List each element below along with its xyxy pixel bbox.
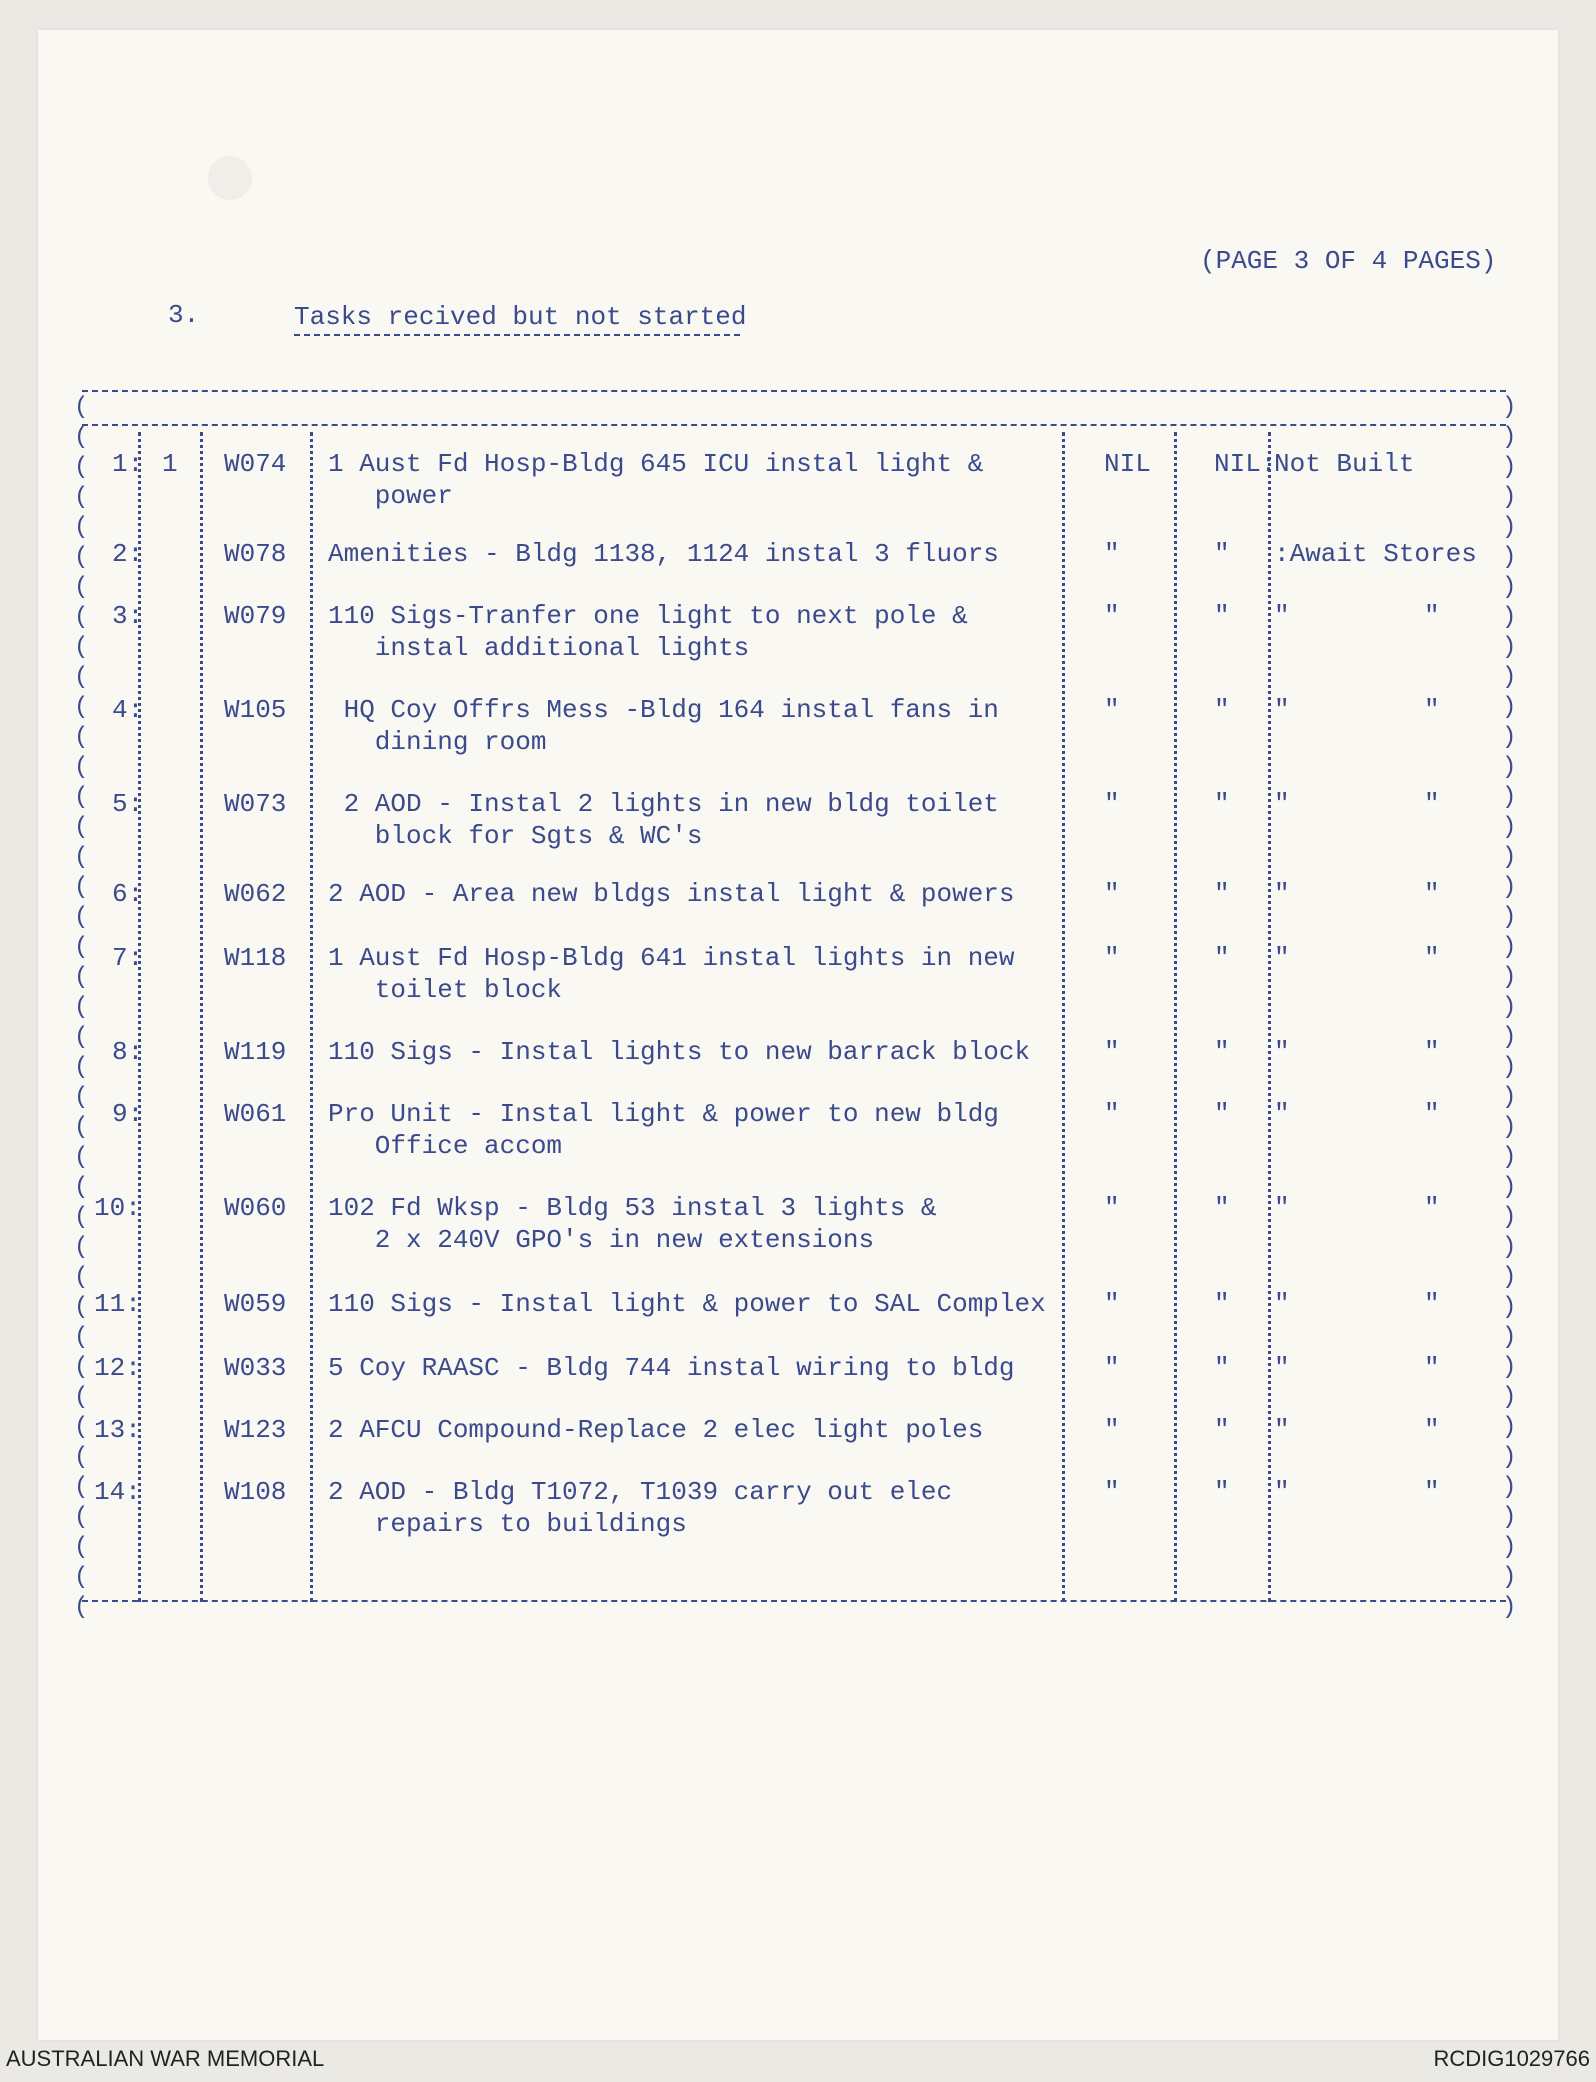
row-number: 10: <box>94 1193 141 1223</box>
status-col1: " <box>1104 1353 1120 1383</box>
status-col1: " <box>1104 695 1120 725</box>
row-number: 8: <box>112 1037 144 1067</box>
status-col3: " <box>1274 1099 1290 1129</box>
task-description: block for Sgts & WC's <box>328 821 703 851</box>
task-code: W078 <box>224 539 287 569</box>
right-bracket: ) <box>1502 1324 1517 1351</box>
table-header-rule <box>82 424 1506 426</box>
right-bracket: ) <box>1502 1534 1517 1561</box>
right-bracket: ) <box>1502 1264 1517 1291</box>
table-top-rule <box>82 390 1506 392</box>
task-description: repairs to buildings <box>328 1509 687 1539</box>
left-bracket: ( <box>74 964 89 991</box>
table-bottom-rule <box>82 1600 1506 1602</box>
row-number: 9: <box>112 1099 144 1129</box>
task-code: W059 <box>224 1289 287 1319</box>
right-bracket: ) <box>1502 1294 1517 1321</box>
task-description: 2 AFCU Compound-Replace 2 elec light poles <box>328 1415 984 1445</box>
status-col2: NIL: <box>1214 449 1277 479</box>
row-number: 3: <box>112 601 144 631</box>
status-col1: " <box>1104 1193 1120 1223</box>
status-col3: Not Built <box>1274 449 1415 479</box>
status-col2: " <box>1214 789 1230 819</box>
right-bracket: ) <box>1502 1444 1517 1471</box>
right-bracket: ) <box>1502 424 1517 451</box>
right-bracket: ) <box>1502 634 1517 661</box>
status-col1: " <box>1104 1289 1120 1319</box>
task-description: 110 Sigs - Instal lights to new barrack block <box>328 1037 1031 1067</box>
column-separator <box>1174 432 1177 1602</box>
status-col4: " <box>1424 1193 1440 1223</box>
row-number: 1: <box>112 449 144 479</box>
left-bracket: ( <box>74 664 89 691</box>
task-code: W033 <box>224 1353 287 1383</box>
task-table <box>74 390 1517 1621</box>
right-bracket: ) <box>1502 754 1517 781</box>
right-bracket: ) <box>1502 964 1517 991</box>
status-col2: " <box>1214 601 1230 631</box>
column-separator <box>310 432 313 1602</box>
status-col4: " <box>1424 1037 1440 1067</box>
left-bracket: ( <box>74 904 89 931</box>
left-bracket: ( <box>74 724 89 751</box>
status-col3: " <box>1274 943 1290 973</box>
task-description: 2 AOD - Bldg T1072, T1039 carry out elec <box>328 1477 953 1507</box>
status-col1: NIL <box>1104 449 1151 479</box>
right-bracket: ) <box>1502 1024 1517 1051</box>
column-separator <box>1062 432 1065 1602</box>
left-bracket: ( <box>74 1294 89 1321</box>
task-description: Amenities - Bldg 1138, 1124 instal 3 fluors <box>328 539 999 569</box>
right-bracket: ) <box>1502 394 1517 421</box>
status-col3: :Await Stores <box>1274 539 1477 569</box>
task-description: power <box>328 481 453 511</box>
left-bracket: ( <box>74 994 89 1021</box>
task-code: W118 <box>224 943 287 973</box>
task-description: 110 Sigs-Tranfer one light to next pole & <box>328 601 968 631</box>
row-number: 11: <box>94 1289 141 1319</box>
task-code: W119 <box>224 1037 287 1067</box>
status-col2: " <box>1214 1037 1230 1067</box>
heading-underline <box>294 334 740 336</box>
left-bracket: ( <box>74 484 89 511</box>
status-col1: " <box>1104 879 1120 909</box>
column-separator <box>200 432 203 1602</box>
row-number: 12: <box>94 1353 141 1383</box>
right-bracket: ) <box>1502 454 1517 481</box>
status-col4: " <box>1424 879 1440 909</box>
right-bracket: ) <box>1502 694 1517 721</box>
left-bracket: ( <box>74 1384 89 1411</box>
task-description: HQ Coy Offrs Mess -Bldg 164 instal fans in <box>328 695 999 725</box>
left-bracket: ( <box>74 1024 89 1051</box>
status-col4: " <box>1424 789 1440 819</box>
status-col2: " <box>1214 1415 1230 1445</box>
right-bracket: ) <box>1502 994 1517 1021</box>
left-bracket: ( <box>74 784 89 811</box>
right-bracket: ) <box>1502 1564 1517 1591</box>
status-col4: " <box>1424 601 1440 631</box>
status-col2: " <box>1214 695 1230 725</box>
status-col3: " <box>1274 1415 1290 1445</box>
task-code: W060 <box>224 1193 287 1223</box>
task-code: W073 <box>224 789 287 819</box>
status-col1: " <box>1104 601 1120 631</box>
status-col4: " <box>1424 1289 1440 1319</box>
status-col2: " <box>1214 1193 1230 1223</box>
status-col4: " <box>1424 695 1440 725</box>
right-bracket: ) <box>1502 1384 1517 1411</box>
right-bracket: ) <box>1502 1234 1517 1261</box>
left-bracket: ( <box>74 544 89 571</box>
left-bracket: ( <box>74 1594 89 1621</box>
row-number: 6: <box>112 879 144 909</box>
right-bracket: ) <box>1502 484 1517 511</box>
left-bracket: ( <box>74 604 89 631</box>
task-code: W061 <box>224 1099 287 1129</box>
task-description: toilet block <box>328 975 563 1005</box>
right-bracket: ) <box>1502 1054 1517 1081</box>
footer-archive-name: AUSTRALIAN WAR MEMORIAL <box>6 2046 325 2071</box>
status-col3: " <box>1274 879 1290 909</box>
task-code: W108 <box>224 1477 287 1507</box>
left-bracket: ( <box>74 874 89 901</box>
left-bracket: ( <box>74 574 89 601</box>
left-bracket: ( <box>74 1264 89 1291</box>
right-bracket: ) <box>1502 604 1517 631</box>
task-description: dining room <box>328 727 547 757</box>
status-col2: " <box>1214 1353 1230 1383</box>
right-bracket: ) <box>1502 574 1517 601</box>
right-bracket: ) <box>1502 1354 1517 1381</box>
footer-item-id: RCDIG1029766 <box>1433 2046 1590 2071</box>
status-col4: " <box>1424 1353 1440 1383</box>
left-bracket: ( <box>74 424 89 451</box>
task-code: W123 <box>224 1415 287 1445</box>
status-col3: " <box>1274 601 1290 631</box>
task-description: 2 AOD - Area new bldgs instal light & powers <box>328 879 1015 909</box>
row-number: 5: <box>112 789 144 819</box>
right-bracket: ) <box>1502 1594 1517 1621</box>
right-bracket: ) <box>1502 1204 1517 1231</box>
status-col1: " <box>1104 1415 1120 1445</box>
right-bracket: ) <box>1502 1504 1517 1531</box>
left-bracket: ( <box>74 1324 89 1351</box>
status-col2: " <box>1214 1477 1230 1507</box>
status-col1: " <box>1104 943 1120 973</box>
right-bracket: ) <box>1502 1174 1517 1201</box>
left-bracket: ( <box>74 1504 89 1531</box>
left-bracket: ( <box>74 1534 89 1561</box>
left-bracket: ( <box>74 1444 89 1471</box>
status-col3: " <box>1274 1193 1290 1223</box>
right-bracket: ) <box>1502 1114 1517 1141</box>
section-number: 3. <box>168 300 200 330</box>
left-bracket: ( <box>74 454 89 481</box>
status-col2: " <box>1214 1099 1230 1129</box>
right-bracket: ) <box>1502 544 1517 571</box>
status-col1: " <box>1104 539 1120 569</box>
left-bracket: ( <box>74 1084 89 1111</box>
page-indicator: (PAGE 3 OF 4 PAGES) <box>1200 246 1497 276</box>
status-col4: " <box>1424 1477 1440 1507</box>
left-bracket: ( <box>74 1204 89 1231</box>
status-col4: " <box>1424 1415 1440 1445</box>
row-number: 7: <box>112 943 144 973</box>
task-code: W062 <box>224 879 287 909</box>
row-number: 2: <box>112 539 144 569</box>
left-bracket: ( <box>74 634 89 661</box>
right-bracket: ) <box>1502 934 1517 961</box>
status-col2: " <box>1214 879 1230 909</box>
right-bracket: ) <box>1502 1414 1517 1441</box>
status-col1: " <box>1104 789 1120 819</box>
left-bracket: ( <box>74 814 89 841</box>
status-col3: " <box>1274 695 1290 725</box>
task-description: Office accom <box>328 1131 563 1161</box>
task-description: instal additional lights <box>328 633 750 663</box>
task-description: 5 Coy RAASC - Bldg 744 instal wiring to bldg <box>328 1353 1015 1383</box>
left-bracket: ( <box>74 1234 89 1261</box>
right-bracket: ) <box>1502 514 1517 541</box>
task-code: W079 <box>224 601 287 631</box>
status-col1: " <box>1104 1037 1120 1067</box>
paper-mark <box>208 156 252 200</box>
status-col3: " <box>1274 789 1290 819</box>
task-code: W105 <box>224 695 287 725</box>
left-bracket: ( <box>74 934 89 961</box>
task-code: W074 <box>224 449 287 479</box>
right-bracket: ) <box>1502 844 1517 871</box>
status-col1: " <box>1104 1477 1120 1507</box>
left-bracket: ( <box>74 394 89 421</box>
status-col2: " <box>1214 1289 1230 1319</box>
status-col3: " <box>1274 1353 1290 1383</box>
left-bracket: ( <box>74 754 89 781</box>
right-bracket: ) <box>1502 874 1517 901</box>
row-number: 4: <box>112 695 144 725</box>
left-bracket: ( <box>74 1474 89 1501</box>
row-number: 13: <box>94 1415 141 1445</box>
left-bracket: ( <box>74 694 89 721</box>
left-bracket: ( <box>74 1054 89 1081</box>
row-subnumber: 1 <box>162 449 178 479</box>
row-number: 14: <box>94 1477 141 1507</box>
right-bracket: ) <box>1502 1084 1517 1111</box>
left-bracket: ( <box>74 844 89 871</box>
left-bracket: ( <box>74 1564 89 1591</box>
status-col3: " <box>1274 1477 1290 1507</box>
task-description: 1 Aust Fd Hosp-Bldg 641 instal lights in new <box>328 943 1015 973</box>
left-bracket: ( <box>74 514 89 541</box>
task-description: 1 Aust Fd Hosp-Bldg 645 ICU instal light & <box>328 449 984 479</box>
right-bracket: ) <box>1502 904 1517 931</box>
status-col2: " <box>1214 539 1230 569</box>
right-bracket: ) <box>1502 1144 1517 1171</box>
section-heading: Tasks recived but not started <box>294 302 747 332</box>
right-bracket: ) <box>1502 664 1517 691</box>
status-col3: " <box>1274 1037 1290 1067</box>
right-bracket: ) <box>1502 1474 1517 1501</box>
task-description: 102 Fd Wksp - Bldg 53 instal 3 lights & <box>328 1193 937 1223</box>
left-bracket: ( <box>74 1114 89 1141</box>
status-col4: " <box>1424 943 1440 973</box>
status-col4: " <box>1424 1099 1440 1129</box>
left-bracket: ( <box>74 1174 89 1201</box>
task-description: 110 Sigs - Instal light & power to SAL Complex <box>328 1289 1046 1319</box>
left-bracket: ( <box>74 1414 89 1441</box>
status-col3: " <box>1274 1289 1290 1319</box>
right-bracket: ) <box>1502 724 1517 751</box>
right-bracket: ) <box>1502 784 1517 811</box>
task-description: 2 AOD - Instal 2 lights in new bldg toilet <box>328 789 999 819</box>
task-description: 2 x 240V GPO's in new extensions <box>328 1225 875 1255</box>
left-bracket: ( <box>74 1354 89 1381</box>
right-bracket: ) <box>1502 814 1517 841</box>
status-col1: " <box>1104 1099 1120 1129</box>
status-col2: " <box>1214 943 1230 973</box>
column-separator <box>1268 432 1271 1602</box>
left-bracket: ( <box>74 1144 89 1171</box>
task-description: Pro Unit - Instal light & power to new bldg <box>328 1099 999 1129</box>
